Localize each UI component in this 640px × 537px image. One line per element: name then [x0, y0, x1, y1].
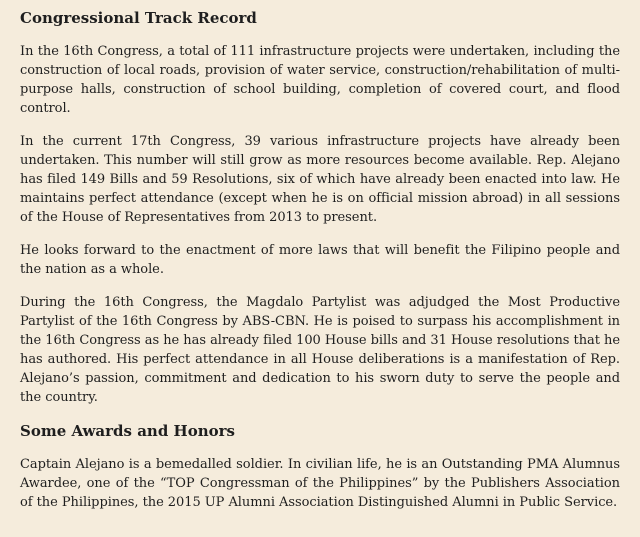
- section-heading-awards: Some Awards and Honors: [20, 422, 235, 440]
- section-heading-track-record: Congressional Track Record: [20, 9, 257, 27]
- paragraph-looks-forward: He looks forward to the enactment of more laws that will benefit the Filipino people and the nation as a whole.: [20, 243, 620, 277]
- paragraph-magdalo-partylist: During the 16th Congress, the Magdalo Partylist was adjudged the Most Productive Partylist of the 16th Congress by ABS-CBN. He is poised to surpass his accomplishment in the 16th Congress as he has already filed 100 House bills and 31 House resolutions that he has authored. His perfect attendance in all House deliberations is a manifestation of Rep. Alejano’s passion, commitment and dedication to his sworn duty to serve the people and the country.: [20, 295, 620, 405]
- paragraph-17th-congress: In the current 17th Congress, 39 various infrastructure projects have already been undertaken. This number will still grow as more resources become available. Rep. Alejano has filed 149 Bills and 59 Resolutions, six of which have already been enacted into law. He maintains perfect attendance (except when he is on official mission abroad) in all sessions of the House of Representatives from 2013 to present.: [20, 134, 620, 225]
- paragraph-awards: Captain Alejano is a bemedalled soldier. In civilian life, he is an Outstanding PMA Alumnus Awardee, one of the “TOP Congressman of the Philippines” by the Publishers Association of the Philippines, the 2015 UP Alumni Association Distinguished Alumni in Public Service.: [20, 457, 620, 510]
- paragraph-16th-congress: In the 16th Congress, a total of 111 infrastructure projects were undertaken, including the construction of local roads, provision of water service, construction/rehabilitation of multi-purpose halls, construction of school building, completion of covered court, and flood control.: [20, 44, 620, 116]
